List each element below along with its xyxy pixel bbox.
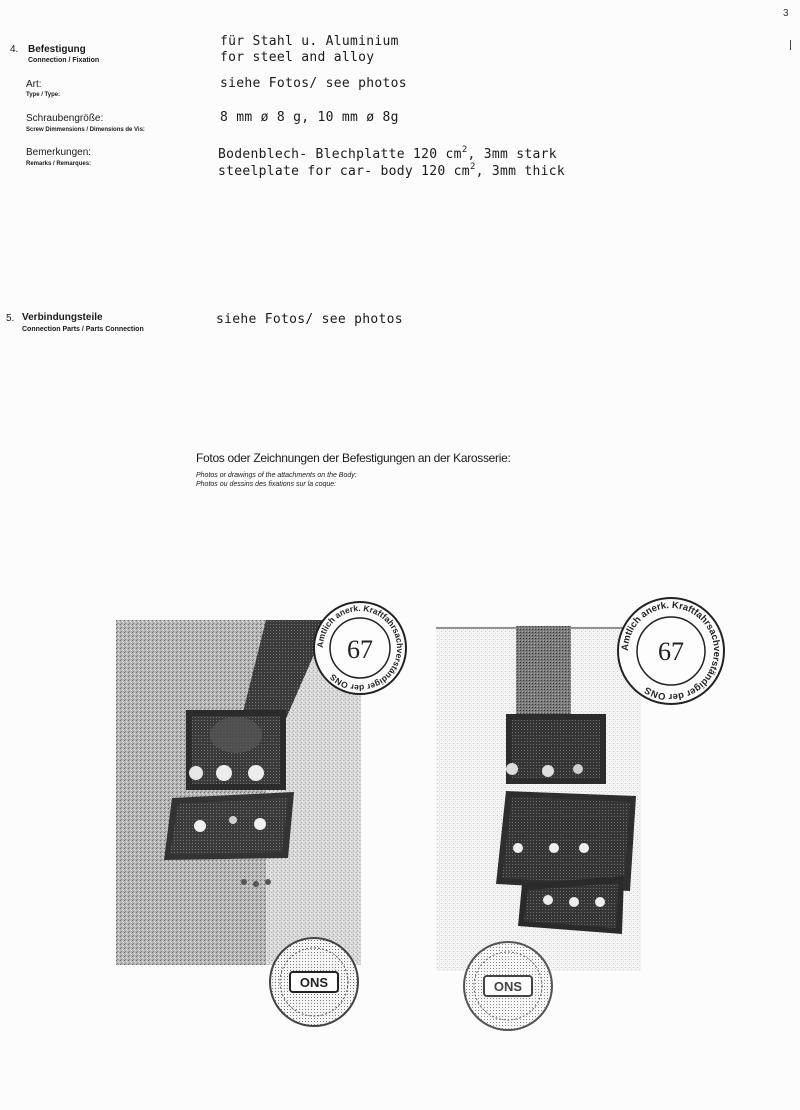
section5-number: 5. [6, 313, 15, 324]
art-value: siehe Fotos/ see photos [220, 76, 407, 91]
examiner-stamp-right-ring-text: Amtlich anerk. Kraftfahrsachverständiger der ONS [619, 599, 723, 703]
section4-title: Befestigung [28, 44, 86, 55]
remarks-line2-text: steelplate for car- body 120 cm [218, 164, 470, 179]
right-photo-image [436, 626, 641, 971]
screw-label: Schraubengröße: [26, 113, 104, 124]
page-number: 3 [783, 8, 789, 19]
examiner-stamp-left-ring-text: Amtlich anerk. Kraftfahrsachverständiger der ONS [314, 602, 406, 694]
ons-stamp-left [268, 936, 360, 1028]
ons-stamp-right [462, 940, 554, 1032]
section4-number: 4. [10, 44, 19, 55]
examiner-stamp-left-svg [312, 600, 408, 696]
screw-label-en: Screw Dimmensions / Dimensions de Vis: [26, 127, 145, 133]
remarks-line1-end: , 3mm stark [467, 147, 557, 162]
ons-stamp-right-svg [462, 940, 554, 1032]
material-de: für Stahl u. Aluminium [220, 34, 399, 49]
examiner-stamp-right-number: 67 [658, 637, 684, 666]
section5-value: siehe Fotos/ see photos [216, 312, 403, 327]
photos-caption-en: Photos or drawings of the attachments on the Body: [196, 472, 357, 479]
corner-mark [790, 40, 797, 50]
photos-caption-de: Fotos oder Zeichnungen der Befestigungen an der Karosserie: [196, 451, 511, 465]
screw-value: 8 mm ø 8 g, 10 mm ø 8g [220, 110, 399, 125]
remarks-label-en: Remarks / Remarques: [26, 161, 92, 167]
remarks-line2-sup: 2 [469, 162, 476, 172]
examiner-stamp-right-svg [616, 596, 726, 706]
remarks-line2 [218, 162, 565, 179]
remarks-line1 [218, 145, 557, 162]
section5-title: Verbindungsteile [22, 312, 103, 323]
remarks-line1-text: Bodenblech- Blechplatte 120 cm [218, 147, 462, 162]
photos-caption-fr: Photos ou dessins des fixations sur la coque: [196, 481, 337, 488]
section4-subtitle: Connection / Fixation [28, 57, 100, 64]
section5-subtitle: Connection Parts / Parts Connection [22, 326, 144, 333]
examiner-stamp-left [312, 600, 408, 696]
ons-stamp-left-svg [268, 936, 360, 1028]
remarks-label: Bemerkungen: [26, 147, 92, 158]
remarks-line2-end: , 3mm thick [475, 164, 566, 179]
ons-stamp-left-logo: ONS [299, 975, 329, 990]
examiner-stamp-left-number: 67 [347, 635, 373, 664]
remarks-line1-sup: 2 [461, 145, 468, 155]
art-label-en: Type / Type: [26, 92, 61, 98]
right-photo [436, 626, 641, 971]
material-en: for steel and alloy [220, 50, 375, 65]
examiner-stamp-right [616, 596, 726, 706]
ons-stamp-right-logo: ONS [493, 979, 523, 994]
art-label: Art: [26, 79, 42, 90]
